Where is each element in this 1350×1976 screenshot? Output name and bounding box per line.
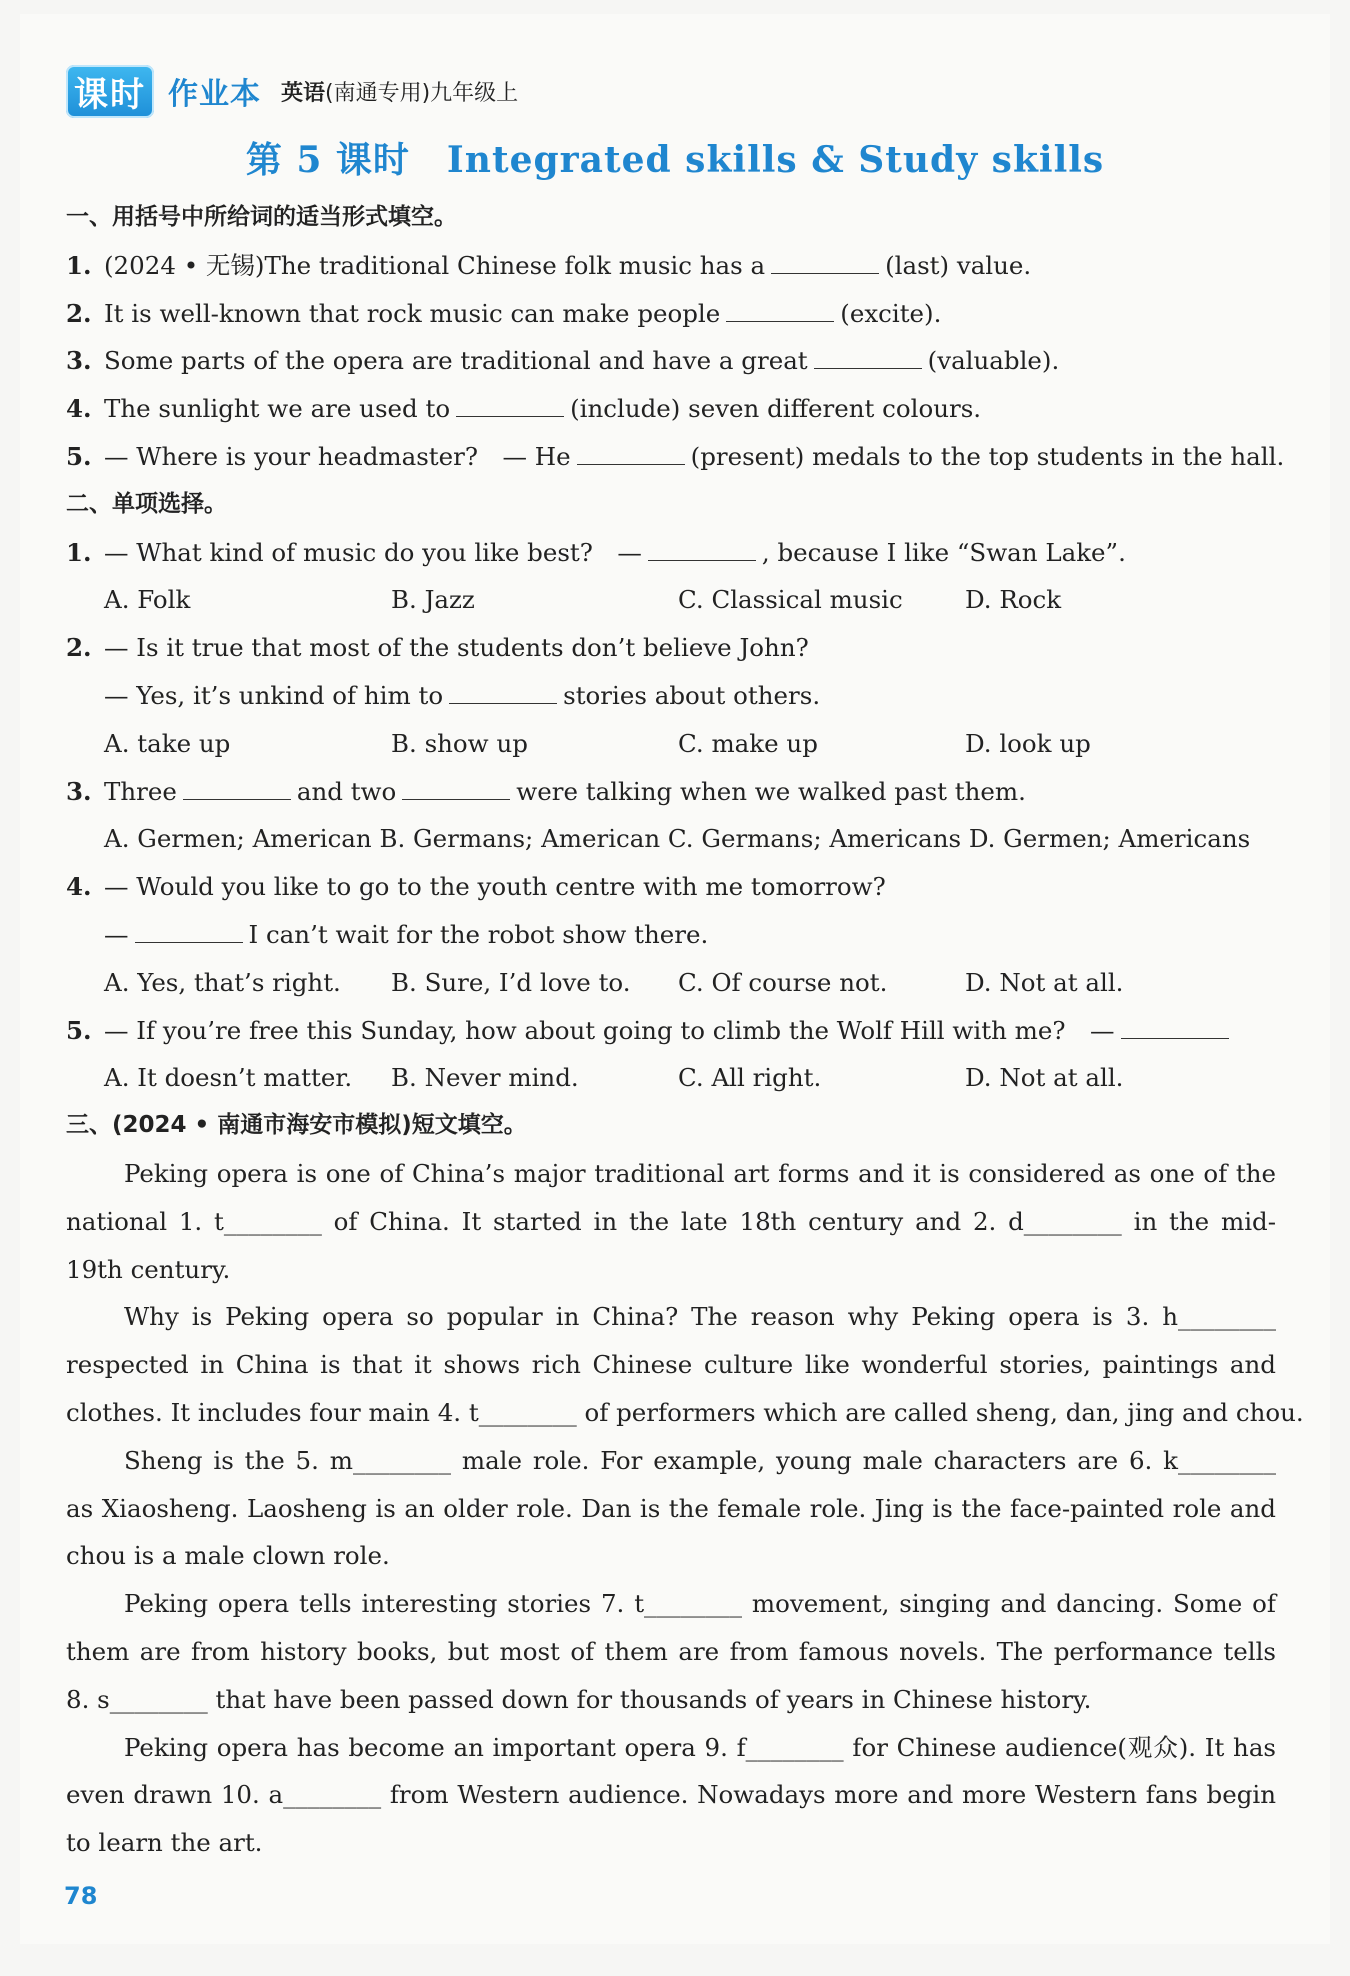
answer-blank[interactable] bbox=[1121, 1010, 1229, 1039]
workbook-page bbox=[20, 14, 1330, 1944]
s2-q4: 4. — Would you like to go to the youth centre with me tomorrow? bbox=[66, 872, 886, 902]
s1-item-3: 3. Some parts of the opera are traditional and have a great (valuable). bbox=[66, 337, 1276, 385]
answer-blank[interactable] bbox=[814, 340, 922, 369]
s2-q4-options bbox=[66, 959, 1276, 1007]
answer-blank[interactable] bbox=[449, 675, 557, 704]
s1-item-1: 1. (2024 • 无锡)The traditional Chinese folk music has a (last) value. bbox=[66, 242, 1276, 290]
section3-heading: 三、(2024 • 南通市海安市模拟)短文填空。 bbox=[66, 1112, 527, 1139]
passage-line: even drawn 10. a________ from Western audience. Nowadays more and more Western fans begin bbox=[66, 1780, 1276, 1810]
series-brand: 作业本 bbox=[168, 77, 261, 112]
passage-line: Why is Peking opera so popular in China? The reason why Peking opera is 3. h________ bbox=[124, 1302, 1276, 1332]
s2-q3-options[interactable]: A. Germen; American B. Germans; American C. Germans; Americans D. Germen; Americans bbox=[104, 824, 1251, 854]
s1-item-4: 4. The sunlight we are used to (include) seven different colours. bbox=[66, 385, 1276, 433]
exercise-content bbox=[66, 194, 1304, 1867]
passage-line: Peking opera has become an important opera 9. f________ for Chinese audience(观众). It has bbox=[124, 1732, 1276, 1762]
s2-q2: 2. — Is it true that most of the students don’t believe John? bbox=[66, 633, 809, 663]
s2-q1: 1. — What kind of music do you like best? — , because I like “Swan Lake”. bbox=[66, 529, 1276, 577]
option-b[interactable]: B. Never mind. bbox=[391, 1063, 579, 1093]
passage-line: 19th century. bbox=[66, 1254, 231, 1284]
answer-blank[interactable] bbox=[648, 532, 756, 561]
option-a[interactable]: A. It doesn’t matter. bbox=[104, 1063, 353, 1093]
option-a[interactable]: A. Yes, that’s right. bbox=[104, 967, 341, 997]
option-d[interactable]: D. look up bbox=[965, 728, 1091, 758]
option-b[interactable]: B. Sure, I’d love to. bbox=[391, 967, 631, 997]
option-c[interactable]: C. All right. bbox=[678, 1063, 822, 1093]
option-c[interactable]: C. Classical music bbox=[678, 585, 903, 615]
option-d[interactable]: D. Not at all. bbox=[965, 967, 1124, 997]
s2-q3: 3. Three and two were talking when we walked past them. bbox=[66, 768, 1276, 816]
series-logo: 课时 bbox=[66, 65, 154, 118]
passage-line: as Xiaosheng. Laosheng is an older role. Dan is the female role. Jing is the face-painted role and bbox=[66, 1493, 1276, 1523]
option-c[interactable]: C. make up bbox=[678, 728, 818, 758]
section2-heading: 二、单项选择。 bbox=[66, 490, 227, 517]
s2-q2-options bbox=[66, 720, 1276, 768]
s2-q5-options bbox=[66, 1054, 1276, 1102]
passage-line: Sheng is the 5. m________ male role. For example, young male characters are 6. k________ bbox=[124, 1445, 1276, 1475]
answer-blank[interactable] bbox=[135, 914, 243, 943]
passage-line: to learn the art. bbox=[66, 1828, 263, 1858]
option-d[interactable]: D. Rock bbox=[965, 585, 1062, 615]
option-a[interactable]: A. take up bbox=[104, 728, 231, 758]
passage-line: Peking opera tells interesting stories 7. t________ movement, singing and dancing. Some of bbox=[124, 1589, 1276, 1619]
option-d[interactable]: D. Not at all. bbox=[965, 1063, 1124, 1093]
s2-q4-line2: — I can’t wait for the robot show there. bbox=[66, 911, 1276, 959]
s2-q2-line2: — Yes, it’s unkind of him to stories about others. bbox=[66, 672, 1276, 720]
passage-line: clothes. It includes four main 4. t________ of performers which are called sheng, dan, jing and chou. bbox=[66, 1397, 1304, 1427]
answer-blank[interactable] bbox=[456, 388, 564, 417]
page-header bbox=[66, 66, 518, 116]
s1-item-5: 5. — Where is your headmaster? — He (present) medals to the top students in the hall. bbox=[66, 433, 1276, 481]
option-b[interactable]: B. show up bbox=[391, 728, 528, 758]
lesson-title: 第 5 课时 Integrated skills & Study skills bbox=[245, 139, 1105, 181]
answer-blank[interactable] bbox=[771, 245, 879, 274]
passage-line: them are from history books, but most of them are from famous novels. The performance tells bbox=[66, 1636, 1276, 1666]
s1-item-2: 2. It is well-known that rock music can make people (excite). bbox=[66, 290, 1276, 338]
passage-line: Peking opera is one of China’s major traditional art forms and it is considered as one of the bbox=[124, 1158, 1276, 1188]
s2-q5: 5. — If you’re free this Sunday, how about going to climb the Wolf Hill with me? — bbox=[66, 1007, 1276, 1055]
passage-line: national 1. t________ of China. It started in the late 18th century and 2. d________ in the mid- bbox=[66, 1206, 1276, 1236]
passage-line: respected in China is that it shows rich Chinese culture like wonderful stories, paintings and bbox=[66, 1350, 1276, 1380]
answer-blank[interactable] bbox=[183, 771, 291, 800]
option-a[interactable]: A. Folk bbox=[104, 585, 191, 615]
option-b[interactable]: B. Jazz bbox=[391, 585, 475, 615]
page-number: 78 bbox=[64, 1882, 98, 1910]
section1-heading: 一、用括号中所给词的适当形式填空。 bbox=[66, 204, 457, 230]
option-c[interactable]: C. Of course not. bbox=[678, 967, 888, 997]
answer-blank[interactable] bbox=[577, 436, 685, 465]
subject-label: 英语(南通专用)九年级上 bbox=[281, 80, 519, 106]
s2-q1-options bbox=[66, 576, 1276, 624]
answer-blank[interactable] bbox=[402, 771, 510, 800]
passage-line: 8. s________ that have been passed down for thousands of years in Chinese history. bbox=[66, 1684, 1092, 1714]
answer-blank[interactable] bbox=[726, 293, 834, 322]
passage-line: chou is a male clown role. bbox=[66, 1541, 390, 1571]
